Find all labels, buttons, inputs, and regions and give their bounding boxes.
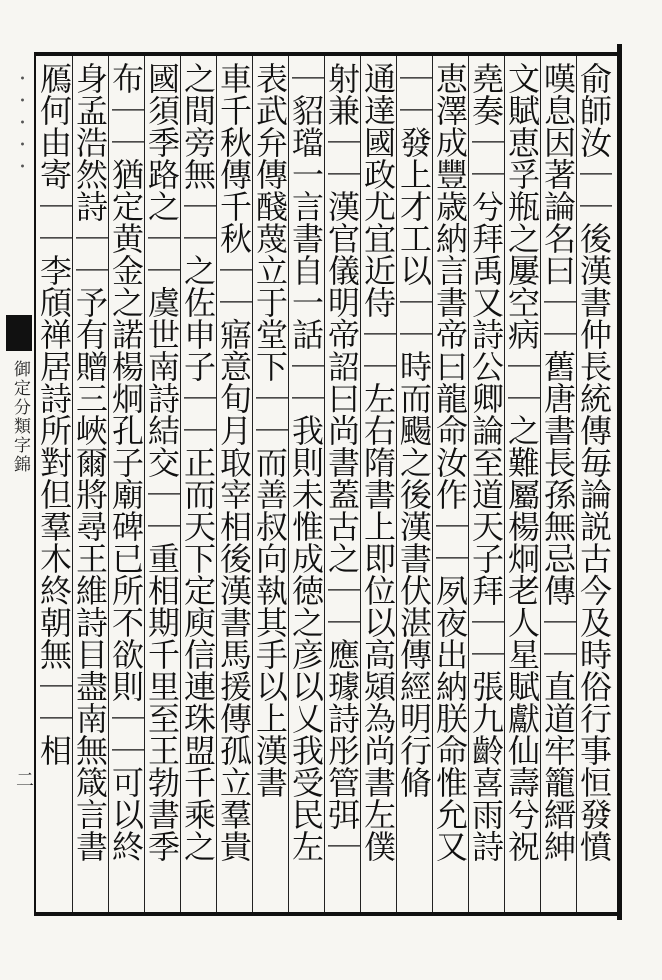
text-column: 之間旁無｜｜之佐申子｜｜正而天下定庾信連珠盟千乘之 bbox=[179, 62, 217, 862]
text-column: 身孟浩然詩｜｜予有贈三峽爾將尋王維詩目盡南無箴言書 bbox=[71, 62, 109, 862]
text-column: 射兼｜｜漢官儀明帝詔曰尚書蓋古之｜｜應璩詩彤管弭｜ bbox=[323, 62, 361, 862]
margin-tab bbox=[2, 70, 32, 900]
text-column: 表武弁傳醆蔑立于堂下｜｜而善叔向執其手以上漢書 bbox=[251, 62, 289, 798]
book-title: 御定分類字錦 bbox=[10, 360, 30, 474]
text-column: 文賦恵孚瓶之屢空病｜｜之難屬楊炯老人星賦獻仙壽兮祝 bbox=[503, 62, 541, 862]
margin-tick-marks: ・・・・・ bbox=[12, 70, 31, 180]
text-column: 堯奏｜｜兮拜禹又詩公卿論至道天子拜｜｜張九齡喜雨詩 bbox=[467, 62, 505, 862]
right-border-rule bbox=[617, 44, 622, 920]
text-column: ｜貂璫一言書自一話｜｜我則未惟成徳之彦以乂我受民左 bbox=[287, 62, 325, 862]
text-column: 俞師汝｜｜後漢書仲長統傳毎論説古今及時俗行事恒發憤 bbox=[575, 62, 613, 862]
bottom-border-rule bbox=[34, 912, 622, 916]
text-column: 恵澤成豐歳納言書帝曰龍命汝作｜｜夙夜出納朕命惟允又 bbox=[431, 62, 469, 862]
text-column: 鴈何由寄｜｜李頎禅居詩所對但羣木終朝無｜｜相 bbox=[35, 62, 73, 766]
text-column: ｜｜發上才工以｜｜時而颺之後漢書伏湛傳經明行脩 bbox=[395, 62, 433, 798]
text-column: 國須季路之｜｜虞世南詩結交｜｜重相期千里至王勃書季 bbox=[143, 62, 181, 862]
text-column: 嘆息因著論名曰｜｜舊唐書長孫無忌傳｜｜直道牢籠縉紳 bbox=[539, 62, 577, 862]
top-border-rule bbox=[34, 52, 622, 56]
text-column: 布｜｜猶定黄金之諾楊炯孔子廟碑已所不欲則｜｜可以終 bbox=[107, 62, 145, 862]
page-number: 二 bbox=[13, 770, 34, 788]
text-column: 車千秋傳千秋｜｜寤意旬月取宰相後漢書馬援傳孤立羣貴 bbox=[215, 62, 253, 862]
fish-tail-mark bbox=[6, 315, 32, 351]
text-column: 通達國政尤宜近侍｜｜左右隋書上即位以高熲為尚書左僕 bbox=[359, 62, 397, 862]
